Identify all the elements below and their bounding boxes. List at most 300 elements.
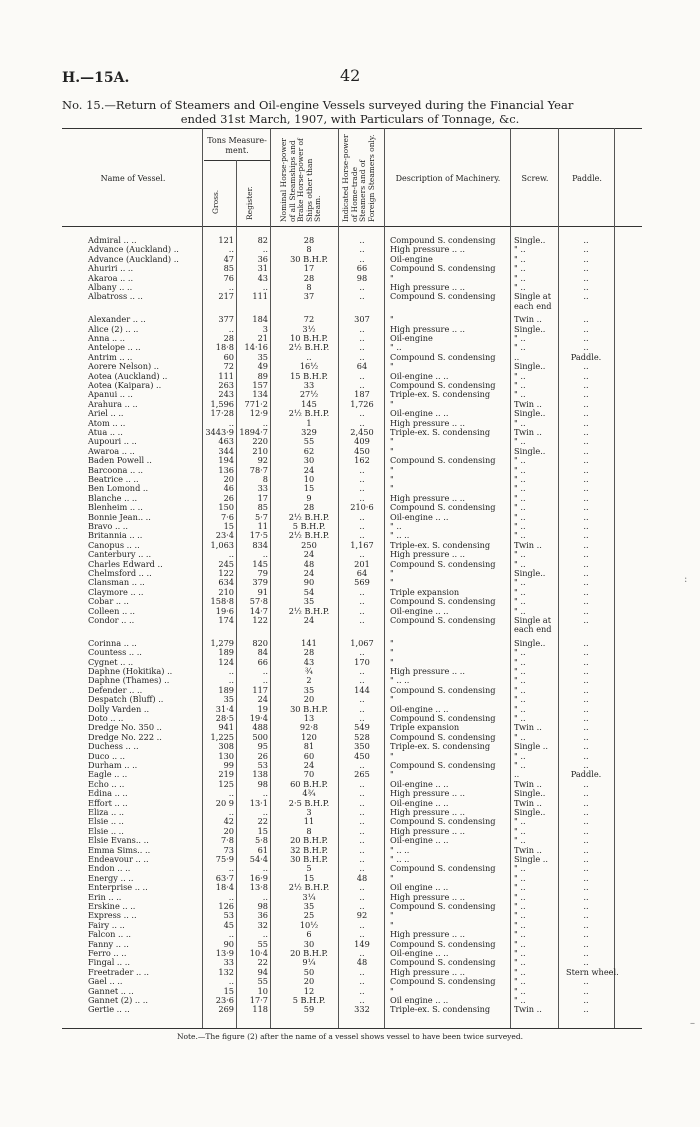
gross-tons: 463: [218, 436, 234, 447]
register-tons: 13·8: [249, 882, 268, 893]
gross-tons: 53: [223, 910, 234, 921]
nominal-hp: 2½ B.H.P.: [288, 530, 330, 541]
screw-type: Single..: [514, 408, 546, 419]
nominal-hp: 4¾: [302, 788, 316, 799]
report-reference: H.—15A.: [62, 70, 130, 86]
machinery-description: Compound S. condensing: [390, 901, 496, 911]
register-tons: 138: [252, 769, 268, 780]
machinery-description: Triple-ex. S. condensing: [390, 427, 491, 437]
paddle-type: ..: [583, 882, 589, 893]
indicated-hp: ..: [359, 919, 365, 930]
paddle-type: ..: [583, 361, 589, 372]
indicated-hp: 1,167: [350, 539, 374, 550]
gross-tons: 941: [218, 722, 234, 733]
screw-type: " ..: [514, 389, 526, 400]
paddle-type: ..: [583, 948, 589, 958]
vessel-name: Cygnet .. ..: [88, 656, 134, 667]
indicated-hp: 307: [354, 314, 370, 325]
screw-type: " ..: [514, 549, 526, 560]
machinery-description: Compound S. condensing: [390, 235, 496, 245]
vessel-name: Chelmsford .. ..: [88, 568, 152, 578]
vessel-name: Colleen .. ..: [88, 605, 136, 616]
screw-type: each end: [514, 624, 552, 635]
indicated-hp: ..: [359, 474, 365, 484]
indicated-hp: ..: [359, 380, 365, 390]
gross-tons: ..: [228, 807, 234, 817]
machinery-description: Compound S. condensing: [390, 938, 496, 949]
register-tons: 210: [252, 445, 268, 456]
vessel-name: Albany .. ..: [88, 282, 133, 292]
nominal-hp: 3: [306, 807, 312, 817]
register-tons: 1894·7: [239, 427, 268, 437]
gross-tons: ..: [228, 976, 234, 987]
nominal-hp: 17: [303, 263, 315, 274]
page-number: 42: [340, 66, 361, 85]
screw-type: " ..: [514, 530, 526, 541]
screw-type: Single..: [514, 788, 546, 799]
machinery-description: Oil engine .. ..: [390, 995, 449, 1005]
indicated-hp: ..: [359, 825, 365, 836]
machinery-description: ": [390, 769, 394, 780]
vessel-name: Baden Powell ..: [88, 455, 152, 466]
gross-tons: 20: [223, 474, 234, 484]
gross-tons: 15: [223, 985, 234, 996]
register-tons: 220: [252, 436, 268, 447]
screw-type: Single..: [514, 235, 546, 245]
vessel-name: Falcon .. ..: [88, 929, 132, 940]
register-tons: 36: [257, 910, 268, 921]
paddle-type: ..: [583, 901, 589, 911]
machinery-description: " .. ..: [390, 844, 410, 855]
screw-type: " ..: [514, 835, 526, 846]
indicated-hp: 2,450: [350, 427, 374, 437]
machinery-description: ": [390, 647, 394, 658]
register-tons: 834: [252, 539, 268, 550]
indicated-hp: 92: [356, 910, 368, 921]
machinery-description: ": [390, 577, 394, 588]
vessel-name: Ben Lomond ..: [88, 483, 149, 494]
register-tons: 95: [257, 741, 268, 752]
machinery-description: Compound S. condensing: [390, 863, 496, 874]
register-tons: 31: [257, 263, 268, 274]
nominal-hp: 10½: [299, 919, 319, 930]
register-tons: 488: [252, 722, 268, 733]
vessel-name: Endon .. ..: [88, 863, 131, 874]
indicated-hp: ..: [359, 797, 365, 808]
vessel-name: Admiral .. ..: [88, 235, 137, 245]
nominal-hp: 5: [306, 863, 312, 874]
machinery-description: Oil-engine: [390, 253, 433, 264]
vessel-name: Ariel .. ..: [88, 408, 124, 419]
gross-tons: 18·8: [215, 342, 234, 353]
indicated-hp: ..: [359, 891, 365, 902]
gross-tons: 20: [223, 825, 234, 836]
register-tons: 771·2: [244, 398, 268, 409]
screw-type: Single..: [514, 637, 546, 648]
register-tons: 98: [257, 778, 268, 789]
register-tons: 5·7: [254, 511, 268, 522]
paddle-type: ..: [583, 380, 589, 390]
paddle-type: ..: [583, 666, 589, 676]
register-tons: 134: [252, 389, 268, 400]
indicated-hp: 187: [354, 389, 370, 400]
gross-tons: 219: [218, 769, 234, 780]
paddle-type: ..: [583, 891, 589, 902]
screw-type: " ..: [514, 656, 526, 667]
vessel-name: Gannet .. ..: [88, 985, 134, 996]
indicated-hp: 528: [354, 731, 370, 742]
indicated-hp: 64: [356, 361, 368, 372]
vessel-name: Durham .. ..: [88, 760, 138, 770]
gross-tons: 3443·9: [205, 427, 234, 437]
screw-type: " ..: [514, 596, 526, 607]
nominal-hp: 2½ B.H.P.: [288, 342, 330, 353]
paddle-type: ..: [583, 807, 589, 817]
gross-tons: 76: [223, 272, 234, 283]
indicated-hp: ..: [359, 901, 365, 911]
gross-tons: 72: [223, 361, 234, 372]
register-tons: 17·5: [249, 530, 268, 541]
register-tons: 5·8: [254, 835, 268, 846]
screw-type: " ..: [514, 675, 526, 686]
paddle-type: ..: [583, 976, 589, 987]
gross-tons: 344: [218, 445, 234, 456]
machinery-description: High pressure .. ..: [390, 807, 465, 817]
paddle-type: ..: [583, 872, 589, 883]
gross-tons: 75·9: [215, 854, 234, 864]
machinery-description: Compound S. condensing: [390, 684, 496, 695]
gross-tons: 73: [223, 844, 234, 855]
paddle-type: ..: [583, 825, 589, 836]
register-tons: 35: [257, 351, 268, 362]
gross-tons: 245: [218, 558, 234, 569]
gross-tons: ..: [228, 929, 234, 940]
screw-type: " ..: [514, 436, 526, 447]
gross-tons: 1,279: [210, 637, 234, 648]
indicated-hp: 1,067: [350, 637, 374, 648]
indicated-hp: 549: [354, 722, 370, 733]
vessel-name: Freetrader .. ..: [88, 966, 149, 977]
indicated-hp: ..: [359, 863, 365, 874]
nominal-hp: 11: [303, 816, 315, 827]
nominal-hp: 24: [303, 615, 315, 625]
machinery-description: High pressure .. ..: [390, 929, 465, 940]
machinery-description: ": [390, 474, 394, 484]
screw-type: " ..: [514, 910, 526, 921]
screw-type: " ..: [514, 474, 526, 484]
vessel-name: Effort .. ..: [88, 797, 128, 808]
screw-type: " ..: [514, 370, 526, 381]
vessel-name: Charles Edward ..: [88, 558, 163, 569]
machinery-description: High pressure .. ..: [390, 282, 465, 292]
screw-type: Twin ..: [514, 427, 542, 437]
paddle-type: ..: [583, 1004, 589, 1015]
vessel-name: Enterprise .. ..: [88, 882, 148, 893]
vessel-name: Despatch (Bluff) ..: [88, 694, 164, 705]
vessel-name: Bonnie Jean.. ..: [88, 511, 151, 522]
register-tons: 19: [257, 703, 268, 714]
gross-tons: 85: [223, 263, 234, 274]
machinery-description: High pressure .. ..: [390, 966, 465, 977]
screw-type: " ..: [514, 244, 526, 255]
paddle-type: ..: [583, 684, 589, 695]
vessel-name: Clansman .. ..: [88, 577, 145, 588]
register-tons: 10: [257, 985, 268, 996]
machinery-description: Compound S. condensing: [390, 976, 496, 987]
register-tons: 3: [262, 323, 268, 334]
screw-type: ..: [514, 351, 520, 362]
screw-type: " ..: [514, 985, 526, 996]
register-tons: 61: [257, 844, 268, 855]
indicated-hp: ..: [359, 483, 365, 494]
machinery-description: Triple expansion: [390, 586, 460, 597]
screw-type: " ..: [514, 929, 526, 940]
machinery-description: Compound S. condensing: [390, 816, 496, 827]
register-tons: 21: [257, 333, 268, 343]
register-tons: 117: [252, 684, 268, 695]
nominal-hp: 141: [301, 637, 317, 648]
header-description: Description of Machinery.: [395, 174, 501, 183]
vessel-name: Barcoona .. ..: [88, 464, 144, 475]
indicated-hp: ..: [359, 549, 365, 560]
screw-type: " ..: [514, 342, 526, 353]
register-tons: 10·4: [249, 948, 268, 958]
screw-type: " ..: [514, 966, 526, 977]
paddle-type: ..: [583, 521, 589, 531]
nominal-hp: 8: [306, 825, 312, 836]
screw-type: " ..: [514, 464, 526, 475]
nominal-hp: 20: [303, 694, 315, 705]
nominal-hp: 28: [303, 272, 315, 283]
paddle-type: ..: [583, 464, 589, 475]
indicated-hp: ..: [359, 666, 365, 676]
vessel-name: Defender .. ..: [88, 684, 143, 695]
indicated-hp: ..: [359, 807, 365, 817]
nominal-hp: 30: [303, 938, 315, 949]
screw-type: " ..: [514, 901, 526, 911]
footnote: Note.—The figure (2) after the name of a vessel shows vessel to have been twice surveyed.: [176, 1032, 524, 1041]
vessel-name: Elsie .. ..: [88, 825, 124, 836]
machinery-description: High pressure .. ..: [390, 492, 465, 503]
gross-tons: 42: [223, 816, 234, 827]
header-tons-measurement: Tons Measure-ment.: [207, 136, 267, 155]
nominal-hp: 92·8: [299, 722, 319, 733]
header-indicated-horse-power: Indicated Horse-power of Home-trade Steamers and of Foreign Steamers only.: [341, 134, 376, 222]
margin-mark: :: [684, 574, 688, 585]
nominal-hp: 13: [303, 713, 315, 723]
vessel-name: Erskine .. ..: [88, 901, 136, 911]
gross-tons: 121: [218, 235, 234, 245]
indicated-hp: ..: [359, 788, 365, 799]
machinery-description: Compound S. condensing: [390, 291, 496, 302]
register-tons: 14·7: [249, 605, 268, 616]
nominal-hp: 81: [303, 741, 315, 752]
screw-type: ..: [514, 769, 520, 780]
screw-type: Single at: [514, 291, 551, 302]
indicated-hp: 48: [356, 872, 368, 883]
screw-type: " ..: [514, 558, 526, 569]
indicated-hp: 350: [354, 741, 370, 752]
gross-tons: 194: [218, 455, 234, 466]
screw-type: Twin ..: [514, 797, 542, 808]
vessel-name: Dolly Varden ..: [88, 703, 150, 714]
screw-type: " ..: [514, 948, 526, 958]
indicated-hp: ..: [359, 282, 365, 292]
gross-tons: 158·8: [210, 596, 234, 607]
gross-tons: 210: [218, 586, 234, 597]
gross-tons: 20 9: [215, 797, 234, 808]
gross-tons: 269: [218, 1004, 234, 1015]
table-row: [0, 1005, 700, 1014]
machinery-description: Oil-engine .. ..: [390, 370, 449, 381]
gross-tons: 125: [218, 778, 234, 789]
machinery-description: Oil-engine .. ..: [390, 511, 449, 522]
gross-tons: 217: [218, 291, 234, 302]
gross-tons: 23·4: [215, 530, 234, 541]
nominal-hp: 60: [303, 750, 315, 761]
register-tons: 54·4: [249, 854, 268, 864]
paddle-type: ..: [583, 863, 589, 874]
paddle-type: Paddle.: [570, 351, 602, 362]
screw-type: " ..: [514, 455, 526, 466]
screw-type: Twin ..: [514, 1004, 542, 1015]
machinery-description: Triple-ex. S. condensing: [390, 741, 491, 752]
paddle-type: ..: [583, 568, 589, 578]
register-tons: 91: [257, 586, 268, 597]
nominal-hp: 30: [303, 455, 315, 466]
gross-tons: 46: [223, 483, 234, 494]
nominal-hp: ..: [306, 351, 312, 362]
gross-tons: 189: [218, 684, 234, 695]
paddle-type: ..: [583, 511, 589, 522]
paddle-type: ..: [583, 539, 589, 550]
indicated-hp: ..: [359, 408, 365, 419]
machinery-description: Oil-engine .. ..: [390, 778, 449, 789]
vessel-name: Claymore .. ..: [88, 586, 144, 597]
paddle-type: ..: [583, 253, 589, 264]
register-tons: 820: [252, 637, 268, 648]
indicated-hp: ..: [359, 521, 365, 531]
nominal-hp: 2·5 B.H.P.: [288, 797, 330, 808]
screw-type: " ..: [514, 976, 526, 987]
screw-type: " ..: [514, 577, 526, 588]
screw-type: " ..: [514, 605, 526, 616]
vessel-name: Endeavour .. ..: [88, 854, 149, 864]
gross-tons: 150: [218, 502, 234, 513]
screw-type: " ..: [514, 282, 526, 292]
nominal-hp: 2½ B.H.P.: [288, 511, 330, 522]
indicated-hp: 265: [354, 769, 370, 780]
paddle-type: ..: [583, 778, 589, 789]
register-tons: 118: [252, 1004, 268, 1015]
indicated-hp: 98: [356, 272, 368, 283]
header-top-rule: [62, 128, 642, 129]
nominal-hp: 20: [303, 976, 315, 987]
paddle-type: ..: [583, 929, 589, 940]
paddle-type: ..: [583, 919, 589, 930]
header-paddle: Paddle.: [572, 174, 602, 183]
nominal-hp: 15: [303, 483, 315, 494]
nominal-hp: 35: [303, 901, 315, 911]
nominal-hp: 43: [303, 656, 315, 667]
indicated-hp: ..: [359, 235, 365, 245]
register-tons: 14·16: [244, 342, 268, 353]
table-title-line-1: No. 15.—Return of Steamers and Oil-engine Vessels surveyed during the Financial Year: [62, 98, 574, 112]
screw-type: " ..: [514, 760, 526, 770]
paddle-type: ..: [583, 333, 589, 343]
machinery-description: Oil-engine .. ..: [390, 408, 449, 419]
screw-type: " ..: [514, 957, 526, 968]
register-tons: 53: [257, 760, 268, 770]
vessel-name: Elsie Evans.. ..: [88, 835, 149, 846]
register-tons: 26: [257, 750, 268, 761]
indicated-hp: ..: [359, 596, 365, 607]
nominal-hp: 15 B.H.P.: [290, 370, 328, 381]
indicated-hp: 1,726: [350, 398, 374, 409]
register-tons: 16·9: [249, 872, 268, 883]
gross-tons: 19·6: [215, 605, 234, 616]
indicated-hp: ..: [359, 511, 365, 522]
screw-type: " ..: [514, 731, 526, 742]
nominal-hp: 24: [303, 464, 315, 475]
indicated-hp: ..: [359, 816, 365, 827]
vessel-name: Gael .. ..: [88, 976, 123, 987]
machinery-description: Triple-ex. S. condensing: [390, 389, 491, 400]
register-tons: 32: [257, 919, 268, 930]
indicated-hp: ..: [359, 253, 365, 264]
indicated-hp: ..: [359, 351, 365, 362]
vessel-name: Canterbury .. ..: [88, 549, 152, 560]
register-tons: ..: [262, 675, 268, 686]
gross-tons: 263: [218, 380, 234, 390]
machinery-description: ": [390, 694, 394, 705]
nominal-hp: 55: [303, 436, 315, 447]
machinery-description: Compound S. condensing: [390, 502, 496, 513]
paddle-type: ..: [583, 596, 589, 607]
indicated-hp: 149: [354, 938, 370, 949]
nominal-hp: 72: [303, 314, 315, 325]
register-tons: ..: [262, 891, 268, 902]
machinery-description: Oil-engine .. ..: [390, 605, 449, 616]
screw-type: " ..: [514, 825, 526, 836]
machinery-description: ": [390, 398, 394, 409]
nominal-hp: 33: [303, 380, 315, 390]
machinery-description: Compound S. condensing: [390, 957, 496, 968]
register-tons: 57·8: [249, 596, 268, 607]
vessel-name: Blenheim .. ..: [88, 502, 143, 513]
indicated-hp: ..: [359, 778, 365, 789]
nominal-hp: ¾: [305, 666, 313, 676]
vessel-name: Duchess .. ..: [88, 741, 139, 752]
vessel-name: Eagle .. ..: [88, 769, 128, 780]
indicated-hp: ..: [359, 342, 365, 353]
register-tons: 24: [257, 694, 268, 705]
vessel-name: Bravo .. ..: [88, 521, 128, 531]
register-tons: 13·1: [249, 797, 268, 808]
screw-type: Single..: [514, 445, 546, 456]
machinery-description: High pressure .. ..: [390, 891, 465, 902]
nominal-hp: 2: [306, 675, 312, 686]
paddle-type: ..: [583, 483, 589, 494]
indicated-hp: ..: [359, 244, 365, 255]
vessel-name: Doto .. ..: [88, 713, 124, 723]
screw-type: " ..: [514, 333, 526, 343]
nominal-hp: 12: [303, 985, 315, 996]
machinery-description: Compound S. condensing: [390, 596, 496, 607]
paddle-type: ..: [583, 816, 589, 827]
paddle-type: ..: [583, 272, 589, 283]
register-tons: 94: [257, 966, 268, 977]
